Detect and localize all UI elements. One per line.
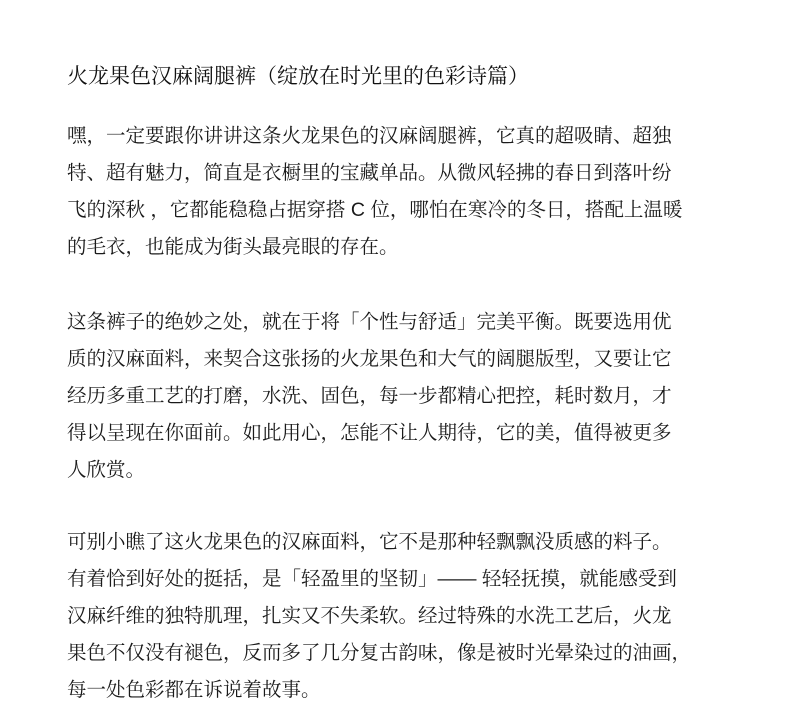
paragraph-fabric — [67, 524, 747, 709]
text-line: 飞的深秋 ，它都能稳稳占据穿搭 C 位，哪怕在寒冷的冬日，搭配上温暖 — [67, 199, 683, 221]
paragraph-craft — [67, 304, 747, 489]
text-line: 的毛衣，也能成为街头最亮眼的存在。 — [67, 236, 399, 258]
text-line: 经历多重工艺的打磨，水洗、固色，每一步都精心把控，耗时数月，才 — [67, 385, 672, 407]
paragraph-intro — [67, 118, 747, 266]
text-line: 特、超有魅力，简直是衣橱里的宝藏单品。从微风轻拂的春日到落叶纷 — [67, 162, 672, 184]
text-line: 果色不仅没有褪色，反而多了几分复古韵味，像是被时光晕染过的油画， — [67, 642, 692, 664]
text-line: 这条裤子的绝妙之处，就在于将「个性与舒适」完美平衡。既要选用优 — [67, 311, 672, 333]
text-line: 质的汉麻面料，来契合这张扬的火龙果色和大气的阔腿版型，又要让它 — [67, 348, 672, 370]
text-line: 嘿，一定要跟你讲讲这条火龙果色的汉麻阔腿裤，它真的超吸睛、超独 — [67, 125, 672, 147]
text-line: 每一处色彩都在诉说着故事。 — [67, 679, 321, 701]
text-line: 得以呈现在你面前。如此用心，怎能不让人期待，它的美，值得被更多 — [67, 422, 672, 444]
text-line: 可别小瞧了这火龙果色的汉麻面料，它不是那种轻飘飘没质感的料子。 — [67, 531, 672, 553]
text-line: 汉麻纤维的独特肌理，扎实又不失柔软。经过特殊的水洗工艺后，火龙 — [67, 605, 672, 627]
text-line: 有着恰到好处的挺括，是「轻盈里的坚韧」—— 轻轻抚摸，就能感受到 — [67, 568, 677, 590]
text-line: 人欣赏。 — [67, 459, 146, 481]
article-title: 火龙果色汉麻阔腿裤（绽放在时光里的色彩诗篇） — [67, 65, 529, 88]
